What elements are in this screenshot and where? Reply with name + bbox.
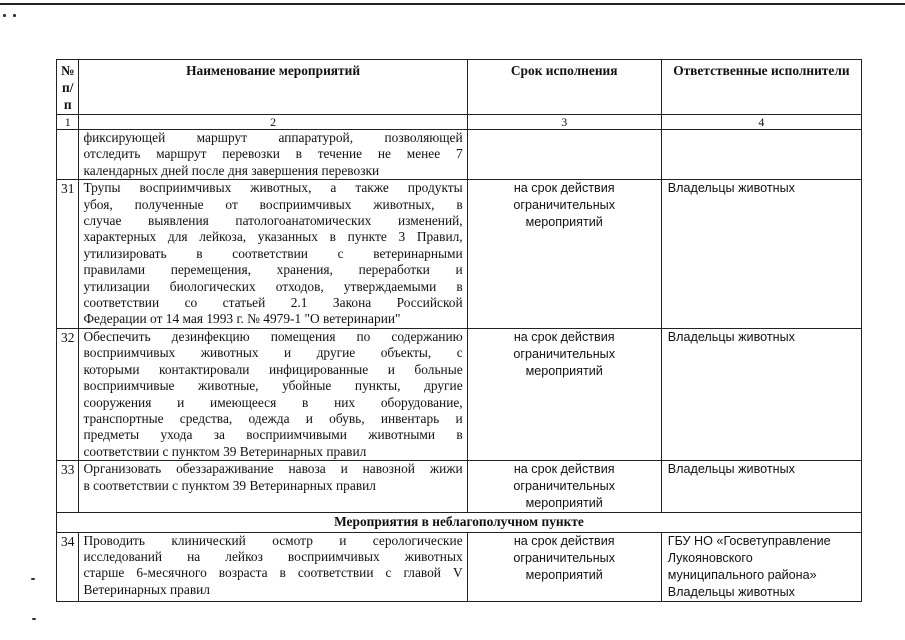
deadline-line: на срок действия [513, 533, 615, 548]
deadline-cell [467, 532, 661, 601]
deadline-line: ограничительных [513, 346, 616, 361]
scan-speck [31, 578, 35, 580]
text-line: Обеспечить дезинфекцию помещения по содержанию [83, 328, 463, 344]
responsible-line: Владельцы животных [667, 462, 795, 477]
text-line: случае выявления патологоанатомических изменений, [83, 213, 463, 229]
text-line: восприимчивых животных и другие объекты, с [83, 345, 463, 361]
col-header-deadline: Срок исполнения [467, 60, 661, 115]
deadline-cell [467, 328, 661, 460]
responsible-line: Лукояновского [667, 550, 753, 565]
col-header-event: Наименование мероприятий [79, 60, 467, 115]
deadline-cell [467, 461, 661, 513]
table-row [57, 461, 862, 513]
row-number [57, 130, 79, 180]
responsible-line: муниципального района» [667, 567, 817, 582]
deadline-line: мероприятий [525, 496, 603, 511]
text-line: восприимчивые животные, убойные пункты, другие [83, 378, 463, 394]
deadline-line: мероприятий [525, 363, 603, 378]
deadline-line: мероприятий [525, 567, 603, 582]
responsible-cell [661, 180, 861, 329]
text-line: Проводить клинический осмотр и серологические [83, 532, 463, 548]
section-title: Мероприятия в неблагополучном пункте [57, 513, 862, 532]
responsible-cell [661, 461, 861, 513]
text-line: характерных для лейкоза, указанных в пункте 3 Правил, [83, 229, 463, 245]
text-line: отследить маршрут перевозки в течение не менее 7 [83, 146, 463, 162]
top-border-line [0, 3, 905, 5]
responsible-line: Владельцы животных [667, 329, 795, 344]
text-line: Организовать обеззараживание навоза и навозной жижи [83, 461, 463, 477]
text-line: предметы ухода за восприимчивыми животными в [83, 427, 463, 443]
column-index: 2 [79, 115, 467, 130]
row-number: 31 [57, 180, 79, 329]
table-row [57, 532, 862, 601]
event-text [79, 180, 467, 329]
text-line: соответствии с пунктом 39 Ветеринарных правил [83, 443, 367, 459]
responsible-line: Владельцы животных [667, 181, 795, 196]
table-row [57, 328, 862, 460]
deadline-line: мероприятий [525, 215, 603, 230]
column-index-row [57, 115, 862, 130]
text-line: календарных дней после дня завершения перевозки [83, 162, 380, 178]
event-text [79, 461, 467, 513]
measures-table [56, 59, 862, 602]
text-line: соответствии со статьей 2.1 Закона Российской [83, 295, 463, 311]
text-line: утилизировать в соответствии с ветеринарными [83, 245, 463, 261]
responsible-cell [661, 532, 861, 601]
responsible-cell [661, 130, 861, 180]
responsible-cell [661, 328, 861, 460]
deadline-line: ограничительных [513, 198, 616, 213]
text-line: транспортные средства, одежда и обувь, инвентарь и [83, 410, 463, 426]
row-number: 32 [57, 328, 79, 460]
deadline-line: ограничительных [513, 479, 616, 494]
text-line: правилами перемещения, хранения, переработки и [83, 262, 463, 278]
scan-speck [3, 14, 6, 17]
text-line: Трупы восприимчивых животных, а также продукты [83, 180, 463, 196]
column-index: 3 [467, 115, 661, 130]
column-index: 1 [57, 115, 79, 130]
deadline-line: ограничительных [513, 550, 616, 565]
text-line: в соответствии с пунктом 39 Ветеринарных правил [83, 477, 376, 493]
deadline-cell [467, 180, 661, 329]
col-header-responsible: Ответственные исполнители [661, 60, 861, 115]
responsible-line: ГБУ НО «Госветуправление [667, 533, 831, 548]
column-index: 4 [661, 115, 861, 130]
deadline-line: на срок действия [513, 181, 615, 196]
text-line: старше 6-месячного возраста в соответствии с главой V [83, 565, 463, 581]
responsible-line: Владельцы животных [667, 584, 795, 599]
text-line: Федерации от 14 мая 1993 г. № 4979-1 "О ветеринарии" [83, 311, 401, 327]
row-number: 34 [57, 532, 79, 601]
col-header-number: № п/п [57, 60, 79, 115]
table-row [57, 180, 862, 329]
table-row-continued [57, 130, 862, 180]
text-line: исследований на лейкоз восприимчивых животных [83, 548, 463, 564]
text-line: утилизации биологических отходов, утверждаемыми в [83, 278, 463, 294]
event-text [79, 130, 467, 180]
section-header-row [57, 513, 862, 532]
deadline-line: на срок действия [513, 329, 615, 344]
text-line: Ветеринарных правил [83, 581, 210, 597]
scan-speck [32, 618, 36, 620]
text-line: сооружения и имеющееся в них оборудование, [83, 394, 463, 410]
text-line: убоя, полученные от восприимчивых животных, в [83, 196, 463, 212]
scan-speck [13, 14, 16, 17]
event-text [79, 328, 467, 460]
table-header-row [57, 60, 862, 115]
deadline-cell [467, 130, 661, 180]
deadline-line: на срок действия [513, 462, 615, 477]
row-number: 33 [57, 461, 79, 513]
text-line: которыми контактировали инфицированные и больные [83, 361, 463, 377]
event-text [79, 532, 467, 601]
text-line: фиксирующей маршрут аппаратурой, позволяющей [83, 130, 463, 145]
